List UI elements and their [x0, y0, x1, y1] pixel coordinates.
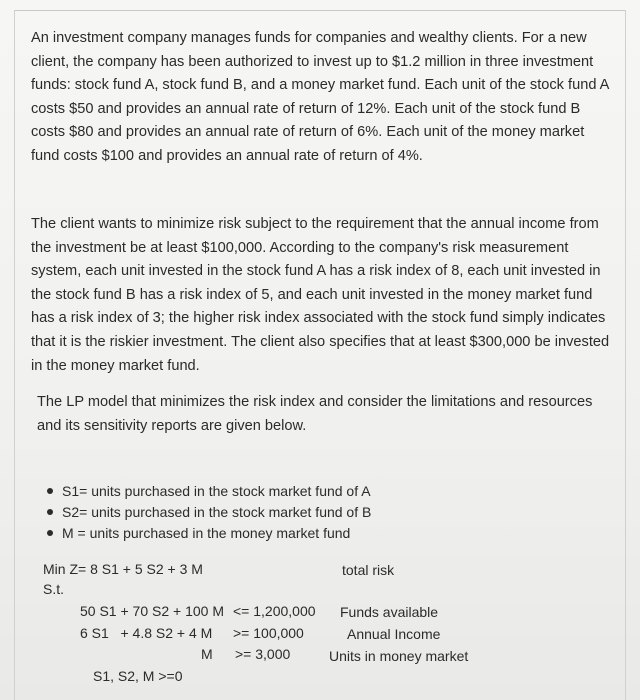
model-intro-paragraph: The LP model that minimizes the risk index and consider the limitations and resources and its sensitivity reports are given below.	[37, 394, 593, 434]
constraint-note-income: Annual Income	[347, 626, 441, 642]
bullet-icon	[47, 488, 53, 494]
subject-to-label: S.t.	[43, 581, 65, 597]
problem-paragraph-1: An investment company manages funds for companies and wealthy clients. For a new client, the company has been authorized to invest up to $1.2 million in three investment funds: stock fund A, stock fund B, and a money market fund. Each unit of the stock fund A costs $50 and provides an annual rate of return of 12%. Each unit of the stock fund B costs $80 and provides an annual rate of return of 6%. Each unit of the money market fund costs $100 and provides an annual rate of return of 4%.	[31, 30, 609, 164]
page-border-left	[14, 10, 15, 700]
variable-definition-s1: S1= units purchased in the stock market fund of A	[30, 481, 371, 502]
variable-definition-s2: S2= units purchased in the stock market fund of B	[30, 502, 371, 523]
constraint-note-money-market: Units in money market	[329, 648, 469, 664]
constraint-rhs-income: >= 100,000	[233, 625, 304, 641]
constraint-lhs-income: 6 S1 + 4.8 S2 + 4 M	[80, 625, 213, 641]
problem-paragraph-2: The client wants to minimize risk subject to the requirement that the annual income from the investment be at least $100,000. According to the company's risk measurement system, each unit invested in the stock fund A has a risk index of 8, each unit invested in the stock fund B has a risk index of 5, and each unit invested in the money market fund has a risk index of 3; the higher risk index associated with the stock fund simply indicates that it is the riskier investment. The client also specifies that at least $300,000 be invested in the money market fund.	[31, 216, 610, 374]
objective-note: total risk	[342, 562, 395, 578]
nonnegativity-constraint: S1, S2, M >=0	[93, 668, 183, 684]
constraint-rhs-funds: <= 1,200,000	[233, 603, 316, 619]
page-border-right	[625, 10, 626, 700]
bullet-icon	[47, 509, 53, 515]
page-border-top	[14, 10, 626, 11]
bullet-icon	[47, 530, 53, 536]
constraint-lhs-funds: 50 S1 + 70 S2 + 100 M	[80, 603, 224, 619]
variable-definitions-list	[30, 481, 371, 544]
constraint-rhs-money-market: >= 3,000	[235, 646, 291, 662]
constraint-note-funds: Funds available	[340, 604, 439, 620]
variable-definition-m: M = units purchased in the money market fund	[30, 523, 371, 544]
objective-function: Min Z= 8 S1 + 5 S2 + 3 M	[43, 561, 203, 577]
constraint-lhs-money-market: M	[201, 646, 213, 662]
